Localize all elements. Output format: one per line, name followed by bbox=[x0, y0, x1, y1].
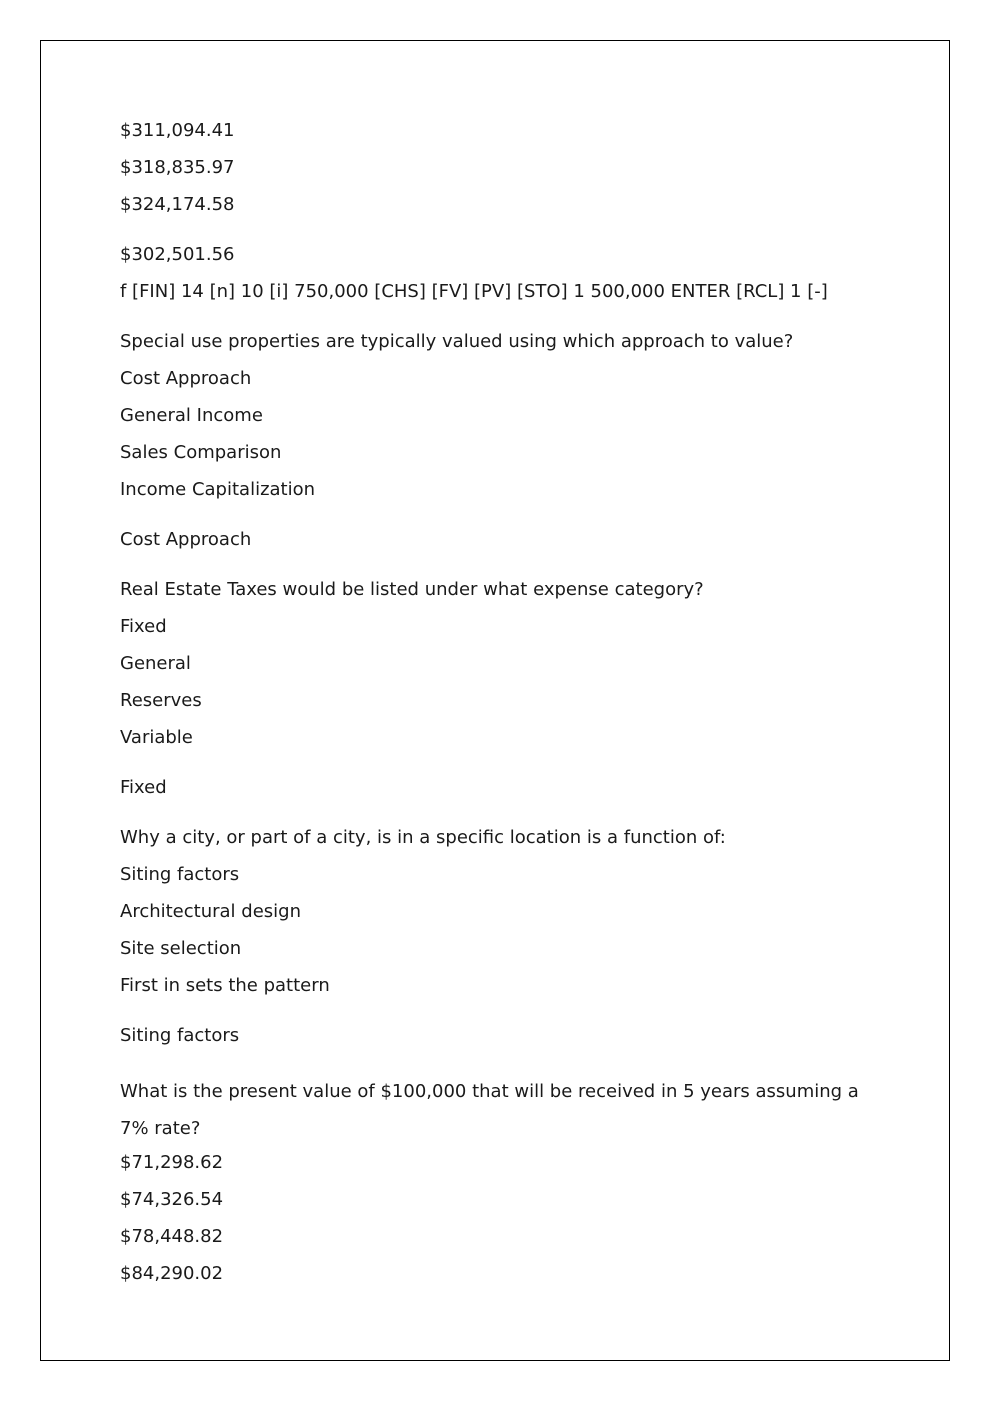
answer-option: Cost Approach bbox=[120, 368, 252, 389]
document-body bbox=[120, 118, 860, 1298]
answer-option: General Income bbox=[120, 405, 263, 426]
answer-option: Variable bbox=[120, 727, 193, 748]
answer-option: $311,094.41 bbox=[120, 120, 235, 141]
question: Special use properties are typically valued using which approach to value? bbox=[120, 331, 794, 352]
answer-option: Siting factors bbox=[120, 864, 240, 885]
correct-answer: $302,501.56 bbox=[120, 244, 235, 265]
answer-option: $74,326.54 bbox=[120, 1189, 224, 1210]
answer-option: Site selection bbox=[120, 938, 242, 959]
question: What is the present value of $100,000 that will be received in 5 years assuming a 7% rate? bbox=[120, 1081, 859, 1139]
answer-option: $324,174.58 bbox=[120, 194, 235, 215]
question: Real Estate Taxes would be listed under what expense category? bbox=[120, 579, 704, 600]
calculator-keystrokes: f [FIN] 14 [n] 10 [i] 750,000 [CHS] [FV] [PV] [STO] 1 500,000 ENTER [RCL] 1 [-] bbox=[120, 281, 828, 302]
answer-option: General bbox=[120, 653, 191, 674]
answer-option: Income Capitalization bbox=[120, 479, 316, 500]
answer-option: $318,835.97 bbox=[120, 157, 235, 178]
question: Why a city, or part of a city, is in a specific location is a function of: bbox=[120, 827, 726, 848]
answer-option: Architectural design bbox=[120, 901, 301, 922]
answer-option: $78,448.82 bbox=[120, 1226, 224, 1247]
correct-answer: Cost Approach bbox=[120, 529, 252, 550]
answer-option: Reserves bbox=[120, 690, 202, 711]
correct-answer: Siting factors bbox=[120, 1025, 240, 1046]
answer-option: $71,298.62 bbox=[120, 1152, 224, 1173]
answer-option: First in sets the pattern bbox=[120, 975, 330, 996]
answer-option: Sales Comparison bbox=[120, 442, 282, 463]
correct-answer: Fixed bbox=[120, 777, 167, 798]
answer-option: $84,290.02 bbox=[120, 1263, 224, 1284]
answer-option: Fixed bbox=[120, 616, 167, 637]
